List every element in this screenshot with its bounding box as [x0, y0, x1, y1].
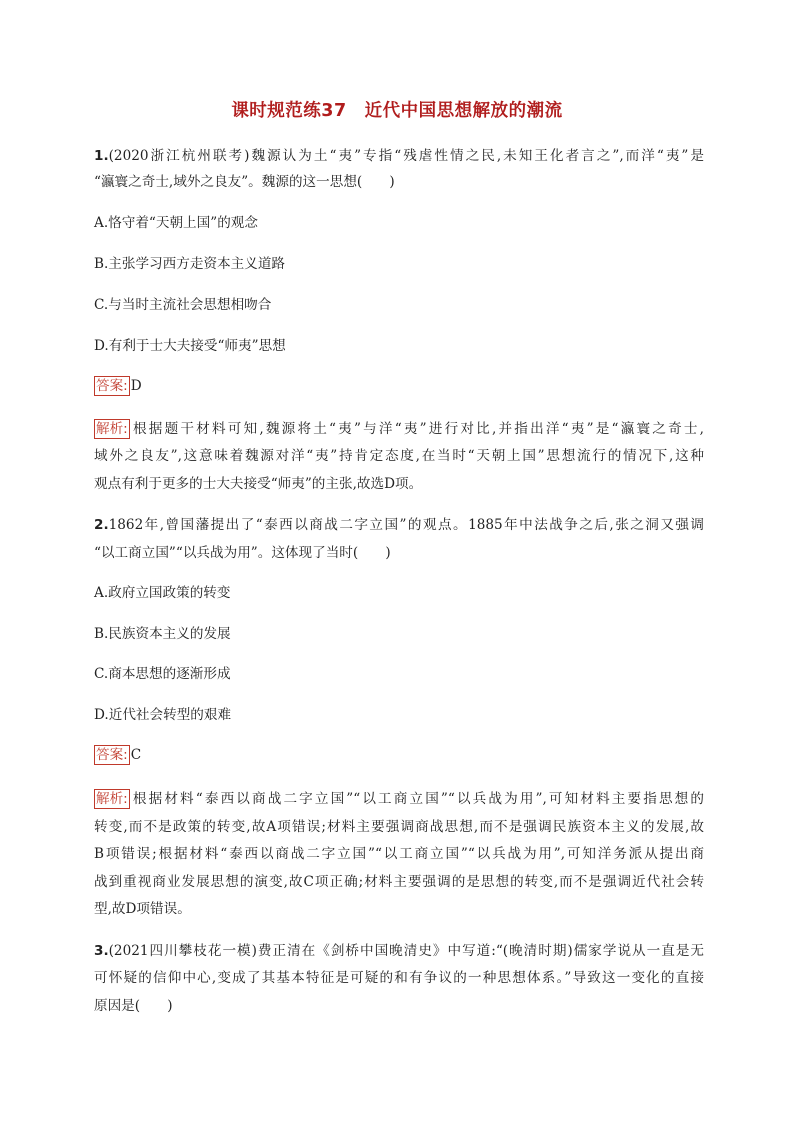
question-2-option-d: D.近代社会转型的艰难 [94, 707, 232, 723]
answer-value: D [130, 378, 142, 394]
question-1-analysis-line-1 [94, 419, 704, 439]
question-3-stem-line-1: (2021四川攀枝花一模)费正清在《剑桥中国晚清史》中写道:“(晚清时期)儒家学说从一直是无 [108, 943, 704, 959]
question-2-analysis-line-4: 战到重视商业发展思想的演变,故C项正确;材料主要强调的是思想的转变,而不是强调近代社会转 [94, 874, 704, 890]
question-1-option-b: B.主张学习西方走资本主义道路 [94, 256, 286, 272]
answer-label: 答案: [96, 747, 128, 763]
question-1-number: 1. [94, 148, 109, 164]
question-1-answer [94, 376, 704, 396]
question-3-line-2: 可怀疑的信仰中心,变成了其基本特征是可疑的和有争议的一种思想体系。”导致这一变化的直接 [94, 970, 704, 986]
question-1-option-c: C.与当时主流社会思想相吻合 [94, 297, 272, 313]
question-2-line-2: “以工商立国”“以兵战为用”。这体现了当时( ) [94, 545, 391, 561]
analysis-text: 根据题干材料可知,魏源将土“夷”与洋“夷”进行对比,并指出洋“夷”是“瀛寰之奇士, [130, 421, 704, 437]
question-2-analysis-line-1 [94, 789, 704, 809]
analysis-label: 解析: [96, 421, 128, 437]
analysis-text: 根据材料“泰西以商战二字立国”“以工商立国”“以兵战为用”,可知材料主要指思想的 [130, 791, 704, 807]
question-1-option-d: D.有利于士大夫接受“师夷”思想 [94, 338, 286, 354]
question-2-analysis-line-3: B项错误;根据材料“泰西以商战二字立国”“以工商立国”“以兵战为用”,可知洋务派从提出商 [94, 846, 704, 862]
question-2-stem-line-1: 1862年,曾国藩提出了“泰西以商战二字立国”的观点。1885年中法战争之后,张之洞又强调 [108, 517, 704, 533]
question-3-line-3: 原因是( ) [94, 998, 173, 1014]
question-1-line-1 [94, 146, 704, 166]
question-1-analysis-line-2: 域外之良友”,这意味着魏源对洋“夷”持肯定态度,在当时“天朝上国”思想流行的情况下,这种 [94, 448, 704, 464]
question-2-line-1 [94, 515, 704, 535]
question-3-line-1 [94, 941, 704, 961]
question-2-answer [94, 745, 704, 765]
question-1-option-a: A.恪守着“天朝上国”的观念 [94, 215, 258, 231]
question-2-analysis-line-2: 转变,而不是政策的转变,故A项错误;材料主要强调商战思想,而不是强调民族资本主义的发展,故 [94, 819, 704, 835]
question-1-stem-line-1: (2020浙江杭州联考)魏源认为土“夷”专指“残虐性情之民,未知王化者言之”,而洋“夷”是 [108, 148, 704, 164]
question-2-analysis-line-5: 型,故D项错误。 [94, 901, 191, 917]
question-1-line-2: “瀛寰之奇士,域外之良友”。魏源的这一思想( ) [94, 174, 395, 190]
analysis-label: 解析: [96, 791, 128, 807]
answer-label: 答案: [96, 378, 128, 394]
question-1-analysis-line-3: 观点有利于更多的士大夫接受“师夷”的主张,故选D项。 [94, 476, 423, 492]
question-2-option-a: A.政府立国政策的转变 [94, 585, 231, 601]
question-2-number: 2. [94, 517, 109, 533]
answer-value: C [130, 747, 142, 763]
page-title: 课时规范练37 近代中国思想解放的潮流 [231, 101, 563, 121]
question-2-option-b: B.民族资本主义的发展 [94, 626, 231, 642]
question-2-option-c: C.商本思想的逐渐形成 [94, 666, 231, 682]
question-3-number: 3. [94, 943, 109, 959]
